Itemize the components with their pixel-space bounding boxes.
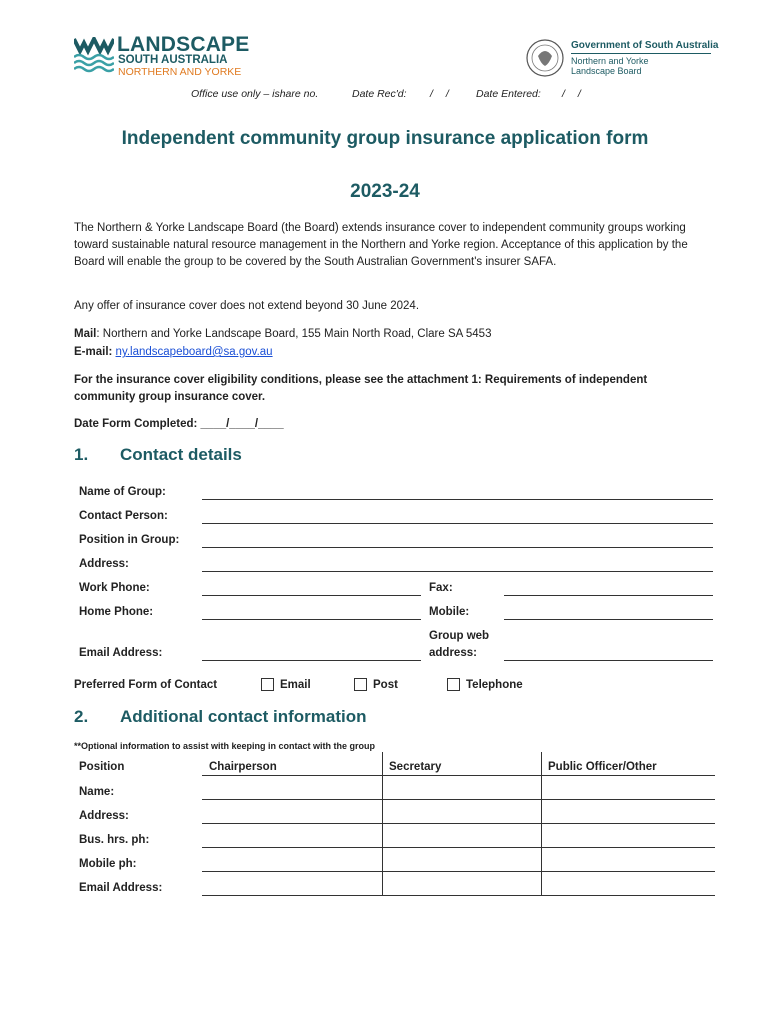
column-header-chairperson: Chairperson xyxy=(209,761,277,773)
home-phone-field[interactable] xyxy=(202,619,421,620)
section2-number: 2. xyxy=(74,707,89,726)
mail-label: Mail xyxy=(74,328,97,340)
mail-address: : Northern and Yorke Landscape Board, 155 Main North Road, Clare SA 5453 xyxy=(96,328,492,340)
office-use-label: Office use only – ishare no. xyxy=(191,88,319,100)
row-email-field[interactable] xyxy=(202,895,715,896)
government-seal-icon xyxy=(525,38,565,78)
mobile-label: Mobile: xyxy=(429,606,470,618)
post-option-label: Post xyxy=(373,679,398,691)
date-completed-line xyxy=(74,416,694,433)
name-of-group-field[interactable] xyxy=(202,499,713,500)
row-label-email: Email Address: xyxy=(79,882,163,894)
logo-region: NORTHERN AND YORKE xyxy=(118,66,242,78)
government-divider xyxy=(571,53,711,54)
logo-title: LANDSCAPE xyxy=(117,33,250,56)
email-address-label: Email Address: xyxy=(79,647,163,659)
section2-title: Additional contact information xyxy=(120,707,367,726)
column-divider-2 xyxy=(541,752,542,896)
email-label: E-mail: xyxy=(74,346,113,358)
form-year: 2023-24 xyxy=(350,181,420,202)
group-web-label: Group web xyxy=(429,630,490,642)
name-of-group-label: Name of Group: xyxy=(79,486,166,498)
date-completed-field[interactable]: ____/____/____ xyxy=(200,418,284,430)
address-label: Address: xyxy=(79,558,129,570)
date-received-slashes: / / xyxy=(430,88,449,100)
mail-line xyxy=(74,326,694,343)
fax-field[interactable] xyxy=(504,595,713,596)
date-completed-label: Date Form Completed: xyxy=(74,418,198,430)
contact-person-field[interactable] xyxy=(202,523,713,524)
column-header-secretary: Secretary xyxy=(389,761,442,773)
row-label-mobile: Mobile ph: xyxy=(79,858,137,870)
section1-title: Contact details xyxy=(120,445,242,464)
government-name: Government of South Australia xyxy=(571,40,719,51)
column-header-position: Position xyxy=(79,761,125,773)
date-entered-slashes: / / xyxy=(562,88,581,100)
work-phone-label: Work Phone: xyxy=(79,582,150,594)
eligibility-note: For the insurance cover eligibility conditions, please see the attachment 1: Requirements of independent community group insurance cover. xyxy=(74,374,648,403)
board-name-line2: Landscape Board xyxy=(571,66,642,76)
column-divider-1 xyxy=(382,752,383,896)
work-phone-field[interactable] xyxy=(202,595,421,596)
email-option-label: Email xyxy=(280,679,311,691)
intro-paragraph: The Northern & Yorke Landscape Board (the Board) extends insurance cover to independent community groups working toward sustainable natural resource management in the Northern and Yorke region. Acceptance of this application by the Board will enable the group to be covered by the South Australian Government's insurer SAFA. xyxy=(74,222,688,268)
row-label-address: Address: xyxy=(79,810,129,822)
date-received-label: Date Rec'd: xyxy=(352,88,407,100)
offer-paragraph: Any offer of insurance cover does not extend beyond 30 June 2024. xyxy=(74,300,420,312)
contact-person-label: Contact Person: xyxy=(79,510,168,522)
board-name-line1: Northern and Yorke xyxy=(571,56,649,66)
landscape-sa-logo-icon xyxy=(74,37,114,75)
table-header-rule xyxy=(202,775,715,776)
column-header-public-officer: Public Officer/Other xyxy=(548,761,657,773)
email-line xyxy=(74,344,694,361)
fax-label: Fax: xyxy=(429,582,453,594)
mobile-field[interactable] xyxy=(504,619,713,620)
home-phone-label: Home Phone: xyxy=(79,606,154,618)
row-bus-phone-field[interactable] xyxy=(202,847,715,848)
email-checkbox[interactable] xyxy=(261,678,274,691)
logo-subtitle: SOUTH AUSTRALIA xyxy=(118,54,228,66)
email-link[interactable]: ny.landscapeboard@sa.gov.au xyxy=(115,346,273,358)
position-label: Position in Group: xyxy=(79,534,180,546)
telephone-checkbox[interactable] xyxy=(447,678,460,691)
telephone-option-label: Telephone xyxy=(466,679,523,691)
row-label-name: Name: xyxy=(79,786,115,798)
group-web-field[interactable] xyxy=(504,660,713,661)
row-address-field[interactable] xyxy=(202,823,715,824)
section1-number: 1. xyxy=(74,445,89,464)
preferred-contact-label: Preferred Form of Contact xyxy=(74,679,218,691)
group-web-label-2: address: xyxy=(429,647,477,659)
optional-note: **Optional information to assist with keeping in contact with the group xyxy=(74,741,376,751)
email-address-field[interactable] xyxy=(202,660,421,661)
post-checkbox[interactable] xyxy=(354,678,367,691)
row-mobile-field[interactable] xyxy=(202,871,715,872)
date-entered-label: Date Entered: xyxy=(476,88,541,100)
row-name-field[interactable] xyxy=(202,799,715,800)
position-field[interactable] xyxy=(202,547,713,548)
form-title: Independent community group insurance application form xyxy=(121,128,649,149)
row-label-bus-phone: Bus. hrs. ph: xyxy=(79,834,150,846)
address-field[interactable] xyxy=(202,571,713,572)
